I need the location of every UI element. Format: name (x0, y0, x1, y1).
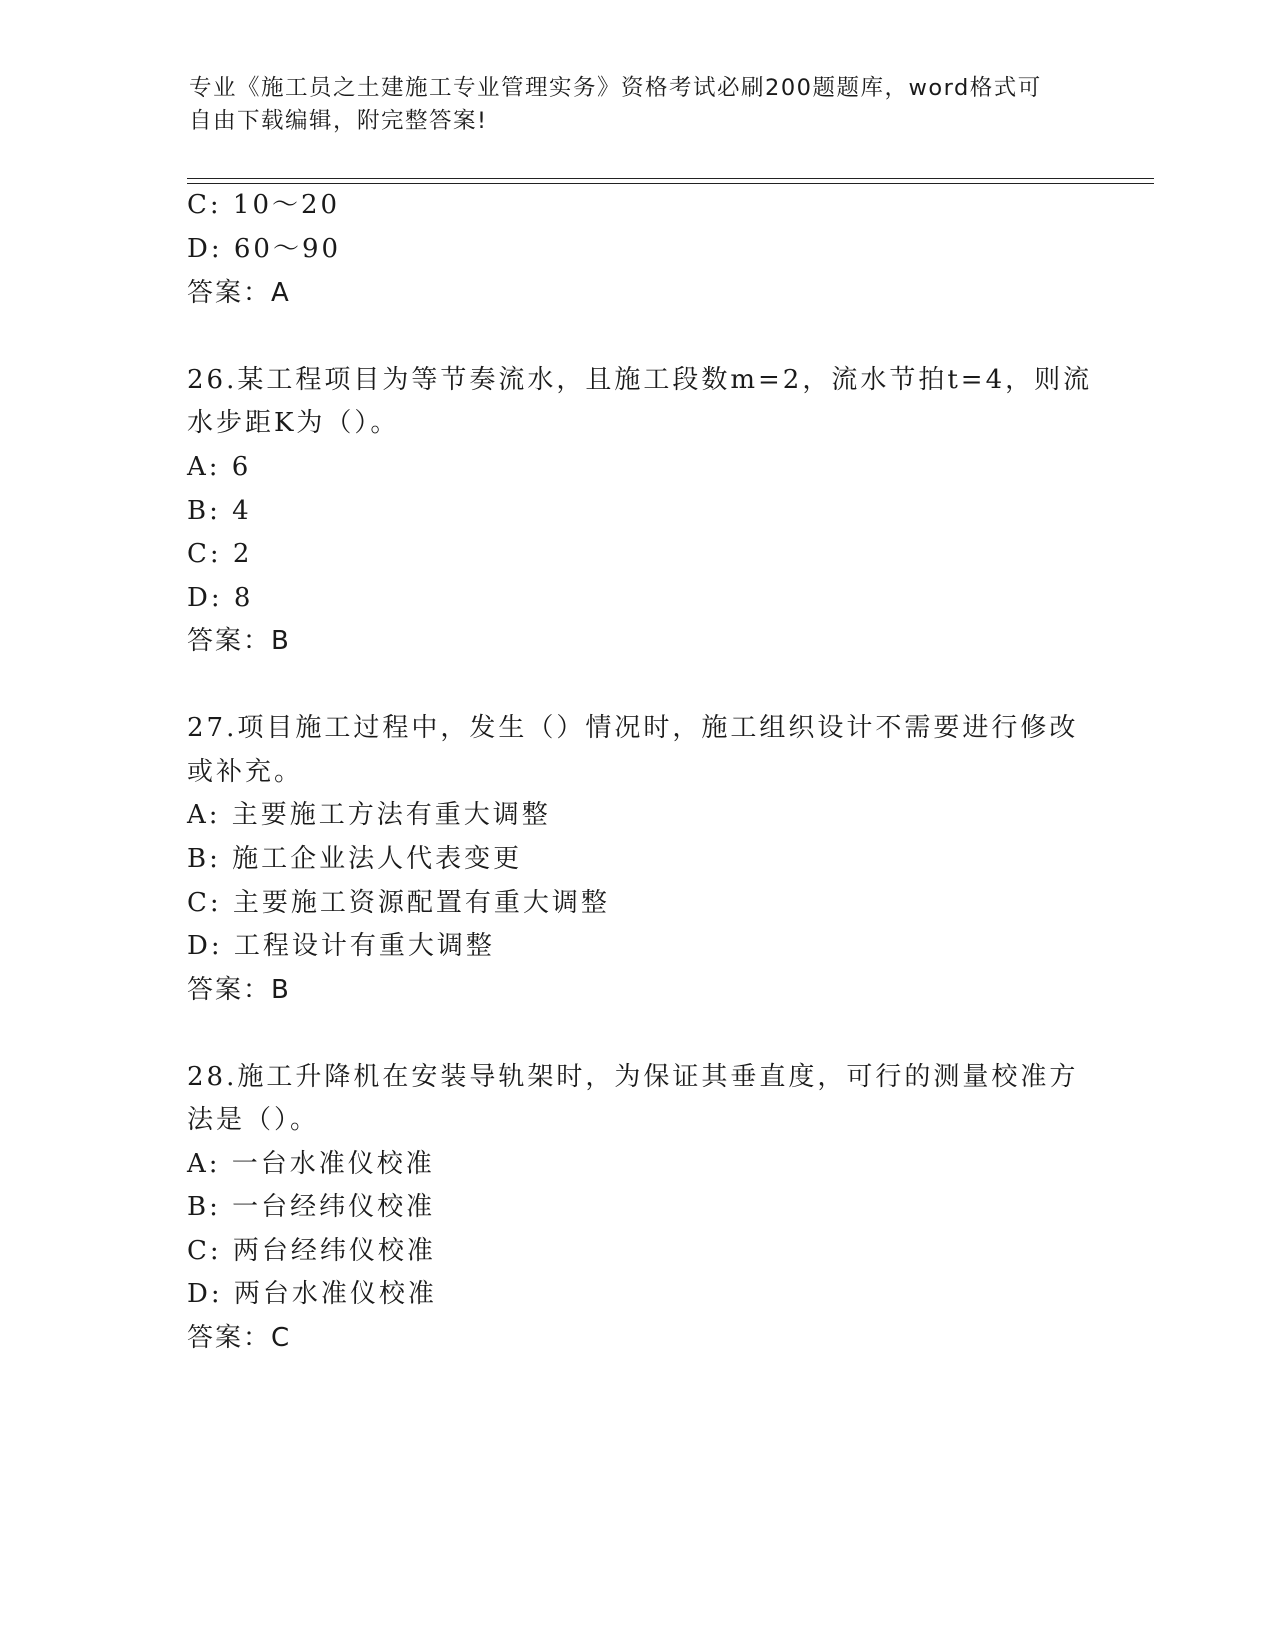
question-27-option-a: A: 主要施工方法有重大调整 (187, 800, 551, 830)
question-26-option-a: A: 6 (187, 452, 252, 482)
question-28-text-line-1: 28.施工升降机在安装导轨架时，为保证其垂直度，可行的测量校准方 (187, 1062, 1079, 1092)
answer: 答案：A (187, 278, 291, 308)
option-c: C: 10～20 (187, 190, 341, 220)
question-28-option-a: A: 一台水准仪校准 (187, 1149, 435, 1179)
question-27-option-d: D: 工程设计有重大调整 (187, 931, 495, 961)
question-26-option-b: B: 4 (187, 496, 252, 526)
question-27-answer: 答案：B (187, 975, 291, 1005)
question-28-option-d: D: 两台水准仪校准 (187, 1279, 437, 1309)
question-26-option-d: D: 8 (187, 583, 254, 613)
header-line-2: 自由下载编辑，附完整答案! (189, 108, 488, 134)
header-rule-top (187, 178, 1154, 179)
question-27-text-line-2: 或补充。 (187, 757, 304, 787)
header-line-1: 专业《施工员之土建施工专业管理实务》资格考试必刷200题题库，word格式可 (189, 75, 1042, 101)
page-header (189, 72, 1089, 138)
question-28-answer: 答案：C (187, 1323, 292, 1353)
header-rule-bottom (187, 183, 1154, 184)
question-26-answer: 答案：B (187, 626, 291, 656)
question-27-text-line-1: 27.项目施工过程中，发生（）情况时，施工组织设计不需要进行修改 (187, 713, 1079, 743)
question-27-option-b: B: 施工企业法人代表变更 (187, 844, 523, 874)
question-26-text-line-2: 水步距K为（）。 (187, 408, 400, 438)
question-28-text-line-2: 法是（）。 (187, 1105, 320, 1135)
option-d: D: 60～90 (187, 234, 342, 264)
question-26-text-line-1: 26.某工程项目为等节奏流水，且施工段数m=2，流水节拍t=4，则流 (187, 365, 1093, 395)
question-27-option-c: C: 主要施工资源配置有重大调整 (187, 888, 610, 918)
question-28-option-b: B: 一台经纬仪校准 (187, 1192, 436, 1222)
question-26-option-c: C: 2 (187, 539, 253, 569)
question-28-option-c: C: 两台经纬仪校准 (187, 1236, 436, 1266)
